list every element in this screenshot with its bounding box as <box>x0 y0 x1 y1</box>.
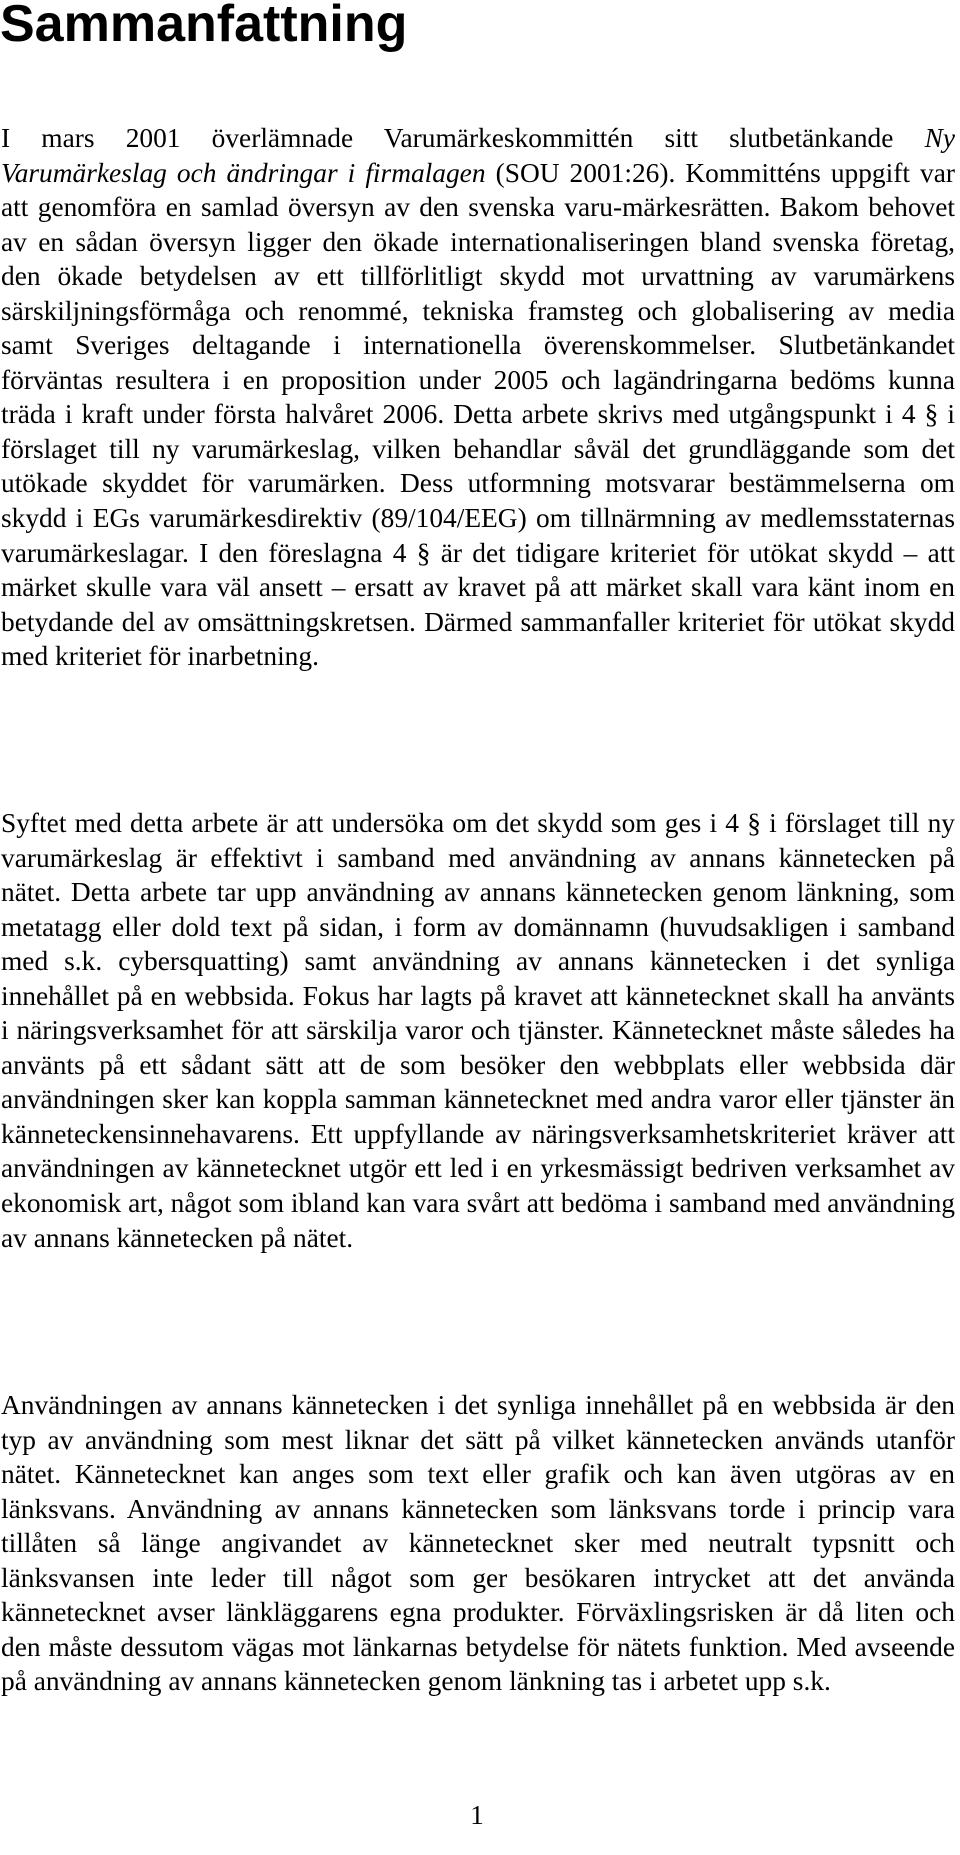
page-title: Sammanfattning <box>0 0 408 53</box>
paragraph-3: Användningen av annans kännetecken i det synliga innehållet på en webbsida är den typ av användning som mest liknar det sätt på vilket kännetecken används utanför nätet. Kännetecknet kan anges som text eller grafik och kan även utgöras av en länksvans. Användning av annans kännetecken som länksvans torde i princip vara tillåten så länge angivandet av kännetecknet sker med neutralt typsnitt och länksvansen inte leder till något som ger besökaren intrycket att det använda kännetecknet avser länkläggarens egna produkter. Förväxlingsrisken är då liten och den måste dessutom vägas mot länkarnas betydelse för nätets funktion. Med avseende på användning av annans kännetecken genom länkning tas i arbetet upp s.k. <box>1 1390 955 1697</box>
paragraph-1-text-start: I mars 2001 överlämnade Varumärkeskommittén sitt slutbetänkande <box>1 123 925 153</box>
paragraph-1 <box>1 121 955 674</box>
paragraph-2: Syftet med detta arbete är att undersöka om det skydd som ges i 4 § i förslaget till ny varumärkeslag är effektivt i samband med användning av annans kännetecken på nätet. Detta arbete tar upp användning av annans kännetecken genom länkning, som metatagg eller dold text på sidan, i form av domännamn (huvudsakligen i samband med s.k. cybersquatting) samt användning av annans kännetecken i det synliga innehållet på en webbsida. Fokus har lagts på kravet att kännetecknet skall ha använts i näringsverksamhet för att särskilja varor och tjänster. Kännetecknet måste således ha använts på ett sådant sätt att de som besöker den webbplats eller webbsida där användningen sker kan koppla samman kännetecknet med andra varor eller tjänster än känneteckensinnehavarens. Ett uppfyllande av näringsverksamhetskriteriet kräver att användningen av kännetecknet utgör ett led i en yrkesmässigt bedriven verksamhet av ekonomisk art, något som ibland kan vara svårt att bedöma i samband med användning av annans kännetecken på nätet. <box>1 808 955 1253</box>
report-title-italic: Ny Varumärkeslag och ändringar i firmalagen <box>1 123 955 188</box>
paragraph-1-text-end: (SOU 2001:26). Kommitténs uppgift var att genomföra en samlad översyn av den svenska varu-märkesrätten. Bakom behovet av en sådan översyn ligger den ökade internationaliseringen bland svenska företag, den ökade betydelsen av ett tillförlitligt skydd mot urvattning av varumärkens särskiljningsförmåga och renommé, tekniska framsteg och globalisering av media samt Sveriges deltagande i internationella överenskommelser. Slutbetänkandet förväntas resultera i en proposition under 2005 och lagändringarna bedöms kunna träda i kraft under första halvåret 2006. Detta arbete skrivs med utgångspunkt i 4 § i förslaget till ny varumärkeslag, vilken behandlar såväl det grundläggande som det utökade skyddet för varumärken. Dess utformning motsvarar bestämmelserna om skydd i EGs varumärkesdirektiv (89/104/EEG) om tillnärmning av medlemsstaternas varumärkeslagar. I den föreslagna 4 § är det tidigare kriteriet för utökat skydd – att märket skulle vara väl ansett – ersatt av kravet på att märket skall vara känt inom en betydande del av omsättningskretsen. Därmed sammanfaller kriteriet för utökat skydd med kriteriet för inarbetning. <box>1 157 955 672</box>
page-number: 1 <box>470 1800 484 1830</box>
